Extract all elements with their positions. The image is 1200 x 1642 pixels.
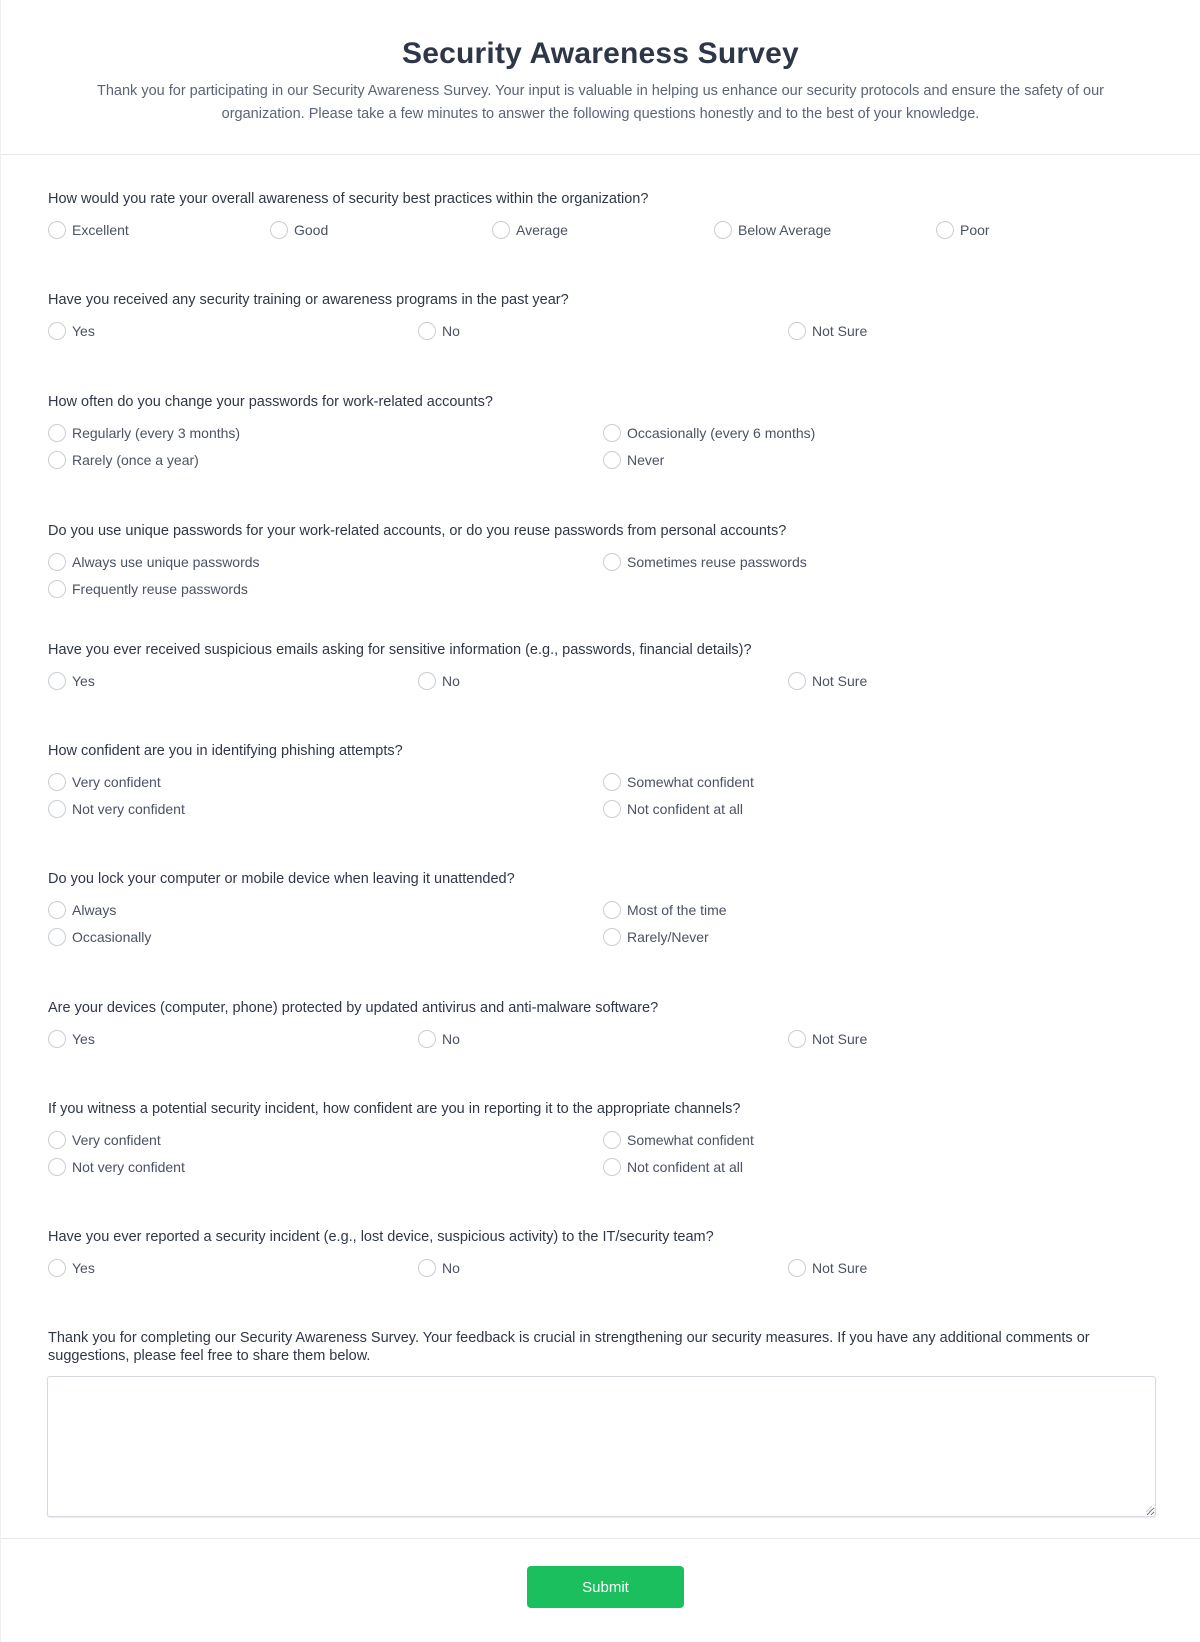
radio-option-no[interactable]	[418, 671, 460, 691]
option-label: Yes	[72, 673, 95, 689]
question-suspicious-emails	[48, 640, 1158, 699]
radio-circle-icon[interactable]	[788, 1030, 806, 1048]
option-label: Good	[294, 222, 329, 238]
option-label: Poor	[960, 222, 990, 238]
radio-option-below-average[interactable]	[714, 220, 831, 240]
radio-circle-icon[interactable]	[714, 221, 732, 239]
radio-circle-icon[interactable]	[270, 221, 288, 239]
page-title: Security Awareness Survey	[402, 37, 799, 70]
radio-option-somewhat-confident[interactable]	[603, 1130, 754, 1150]
comments-label: Thank you for completing our Security Awareness Survey. Your feedback is crucial in strengthening our security measures. If you have any additional comments or suggestions, please feel free to share them below.	[48, 1330, 1090, 1364]
option-label: Occasionally (every 6 months)	[627, 425, 816, 441]
radio-option-not-confident-at-all[interactable]	[603, 799, 743, 819]
radio-circle-icon[interactable]	[603, 451, 621, 469]
radio-circle-icon[interactable]	[603, 800, 621, 818]
option-label: Yes	[72, 1260, 95, 1276]
option-label: Never	[627, 452, 665, 468]
radio-circle-icon[interactable]	[48, 800, 66, 818]
question-label: How would you rate your overall awareness of security best practices within the organization?	[48, 191, 649, 207]
option-label: Most of the time	[627, 902, 727, 918]
option-label: No	[442, 673, 460, 689]
question-awareness-rating	[48, 189, 1158, 248]
radio-circle-icon[interactable]	[603, 1131, 621, 1149]
radio-circle-icon[interactable]	[48, 672, 66, 690]
survey-intro: Thank you for participating in our Security Awareness Survey. Your input is valuable in helping us enhance our security protocols and ensure the safety of our organization. Please take a few minutes to answer the following questions honestly and to the best of your knowledge.	[97, 83, 1104, 122]
option-label: Regularly (every 3 months)	[72, 425, 241, 441]
option-label: Not Sure	[812, 323, 868, 339]
form-footer	[1, 1538, 1200, 1642]
question-reported-incident	[48, 1227, 1158, 1286]
radio-option-good[interactable]	[270, 220, 328, 240]
radio-option-always-unique[interactable]	[48, 552, 260, 572]
radio-circle-icon[interactable]	[603, 928, 621, 946]
radio-circle-icon[interactable]	[48, 928, 66, 946]
radio-option-not-very-confident[interactable]	[48, 1157, 185, 1177]
radio-option-no[interactable]	[418, 1258, 460, 1278]
option-label: No	[442, 1260, 460, 1276]
radio-circle-icon[interactable]	[48, 451, 66, 469]
option-label: Very confident	[72, 774, 161, 790]
question-lock-device	[48, 869, 1158, 956]
radio-circle-icon[interactable]	[48, 1259, 66, 1277]
option-label: Sometimes reuse passwords	[627, 554, 807, 570]
question-label: Are your devices (computer, phone) protected by updated antivirus and anti-malware software?	[48, 1000, 659, 1016]
question-label: Have you received any security training or awareness programs in the past year?	[48, 292, 569, 308]
question-label: How often do you change your passwords for work-related accounts?	[48, 394, 493, 410]
radio-option-occasionally[interactable]	[48, 927, 151, 947]
radio-circle-icon[interactable]	[48, 580, 66, 598]
radio-circle-icon[interactable]	[936, 221, 954, 239]
option-label: Rarely (once a year)	[72, 452, 199, 468]
question-label: Have you ever reported a security incident (e.g., lost device, suspicious activity) to the IT/security team?	[48, 1229, 714, 1245]
option-label: Not confident at all	[627, 1159, 743, 1175]
option-label: No	[442, 1031, 460, 1047]
radio-option-sometimes-reuse[interactable]	[603, 552, 807, 572]
option-label: Occasionally	[72, 929, 152, 945]
option-label: Frequently reuse passwords	[72, 581, 248, 597]
question-label: Have you ever received suspicious emails asking for sensitive information (e.g., passwords, financial details)?	[48, 642, 752, 658]
radio-circle-icon[interactable]	[48, 424, 66, 442]
option-label: Yes	[72, 323, 95, 339]
radio-option-yes[interactable]	[48, 1258, 95, 1278]
radio-option-frequently-reuse[interactable]	[48, 579, 248, 599]
comments-textarea[interactable]	[47, 1376, 1156, 1517]
radio-circle-icon[interactable]	[48, 773, 66, 791]
option-label: Always use unique passwords	[72, 554, 260, 570]
radio-option-occasionally[interactable]	[603, 423, 815, 443]
radio-circle-icon[interactable]	[492, 221, 510, 239]
radio-option-not-sure[interactable]	[788, 321, 867, 341]
radio-option-poor[interactable]	[936, 220, 990, 240]
option-label: Rarely/Never	[627, 929, 709, 945]
radio-option-no[interactable]	[418, 1029, 460, 1049]
radio-circle-icon[interactable]	[48, 1131, 66, 1149]
radio-option-always[interactable]	[48, 900, 116, 920]
radio-option-yes[interactable]	[48, 321, 95, 341]
radio-circle-icon[interactable]	[48, 322, 66, 340]
radio-option-not-sure[interactable]	[788, 1029, 867, 1049]
radio-circle-icon[interactable]	[603, 901, 621, 919]
option-label: Always	[72, 902, 117, 918]
radio-option-no[interactable]	[418, 321, 460, 341]
radio-option-regularly[interactable]	[48, 423, 240, 443]
radio-option-very-confident[interactable]	[48, 1130, 161, 1150]
radio-circle-icon[interactable]	[603, 424, 621, 442]
question-label: If you witness a potential security incident, how confident are you in reporting it to the appropriate channels?	[48, 1101, 741, 1117]
option-label: Not Sure	[812, 1031, 868, 1047]
radio-circle-icon[interactable]	[418, 1259, 436, 1277]
option-label: Somewhat confident	[627, 774, 754, 790]
radio-option-yes[interactable]	[48, 671, 95, 691]
question-label: Do you use unique passwords for your work-related accounts, or do you reuse passwords from personal accounts?	[48, 523, 787, 539]
radio-option-average[interactable]	[492, 220, 568, 240]
radio-option-not-sure[interactable]	[788, 671, 867, 691]
radio-option-not-confident-at-all[interactable]	[603, 1157, 743, 1177]
radio-circle-icon[interactable]	[418, 1030, 436, 1048]
option-label: Very confident	[72, 1132, 161, 1148]
radio-option-most-of-the-time[interactable]	[603, 900, 727, 920]
radio-circle-icon[interactable]	[788, 1259, 806, 1277]
radio-circle-icon[interactable]	[48, 1030, 66, 1048]
option-label: Somewhat confident	[627, 1132, 754, 1148]
radio-option-rarely-never[interactable]	[603, 927, 709, 947]
radio-option-never[interactable]	[603, 450, 664, 470]
radio-circle-icon[interactable]	[48, 1158, 66, 1176]
option-label: No	[442, 323, 460, 339]
option-label: Excellent	[72, 222, 129, 238]
radio-option-very-confident[interactable]	[48, 772, 161, 792]
radio-circle-icon[interactable]	[48, 553, 66, 571]
question-unique-passwords	[48, 521, 1158, 608]
radio-circle-icon[interactable]	[418, 672, 436, 690]
option-label: Yes	[72, 1031, 95, 1047]
radio-option-rarely[interactable]	[48, 450, 199, 470]
radio-option-yes[interactable]	[48, 1029, 95, 1049]
survey-header	[1, 0, 1200, 155]
submit-button[interactable]: Submit	[527, 1566, 684, 1608]
option-label: Not Sure	[812, 673, 868, 689]
radio-circle-icon[interactable]	[788, 322, 806, 340]
question-incident-reporting-confidence	[48, 1099, 1158, 1186]
comments-section	[48, 1329, 1158, 1365]
radio-circle-icon[interactable]	[603, 1158, 621, 1176]
option-label: Not very confident	[72, 1159, 185, 1175]
radio-circle-icon[interactable]	[48, 901, 66, 919]
option-label: Not very confident	[72, 801, 185, 817]
question-label: Do you lock your computer or mobile device when leaving it unattended?	[48, 871, 515, 887]
radio-option-somewhat-confident[interactable]	[603, 772, 754, 792]
radio-option-not-sure[interactable]	[788, 1258, 867, 1278]
option-label: Below Average	[738, 222, 832, 238]
option-label: Not confident at all	[627, 801, 743, 817]
question-antivirus	[48, 998, 1158, 1057]
radio-circle-icon[interactable]	[48, 221, 66, 239]
radio-circle-icon[interactable]	[788, 672, 806, 690]
option-label: Not Sure	[812, 1260, 868, 1276]
radio-option-excellent[interactable]	[48, 220, 129, 240]
question-label: How confident are you in identifying phishing attempts?	[48, 743, 403, 759]
radio-circle-icon[interactable]	[603, 773, 621, 791]
radio-circle-icon[interactable]	[603, 553, 621, 571]
radio-circle-icon[interactable]	[418, 322, 436, 340]
question-security-training	[48, 290, 1158, 349]
radio-option-not-very-confident[interactable]	[48, 799, 185, 819]
question-phishing-confidence	[48, 741, 1158, 828]
option-label: Average	[516, 222, 568, 238]
resize-grip-icon[interactable]	[1145, 1505, 1153, 1513]
question-password-change-frequency	[48, 392, 1158, 479]
